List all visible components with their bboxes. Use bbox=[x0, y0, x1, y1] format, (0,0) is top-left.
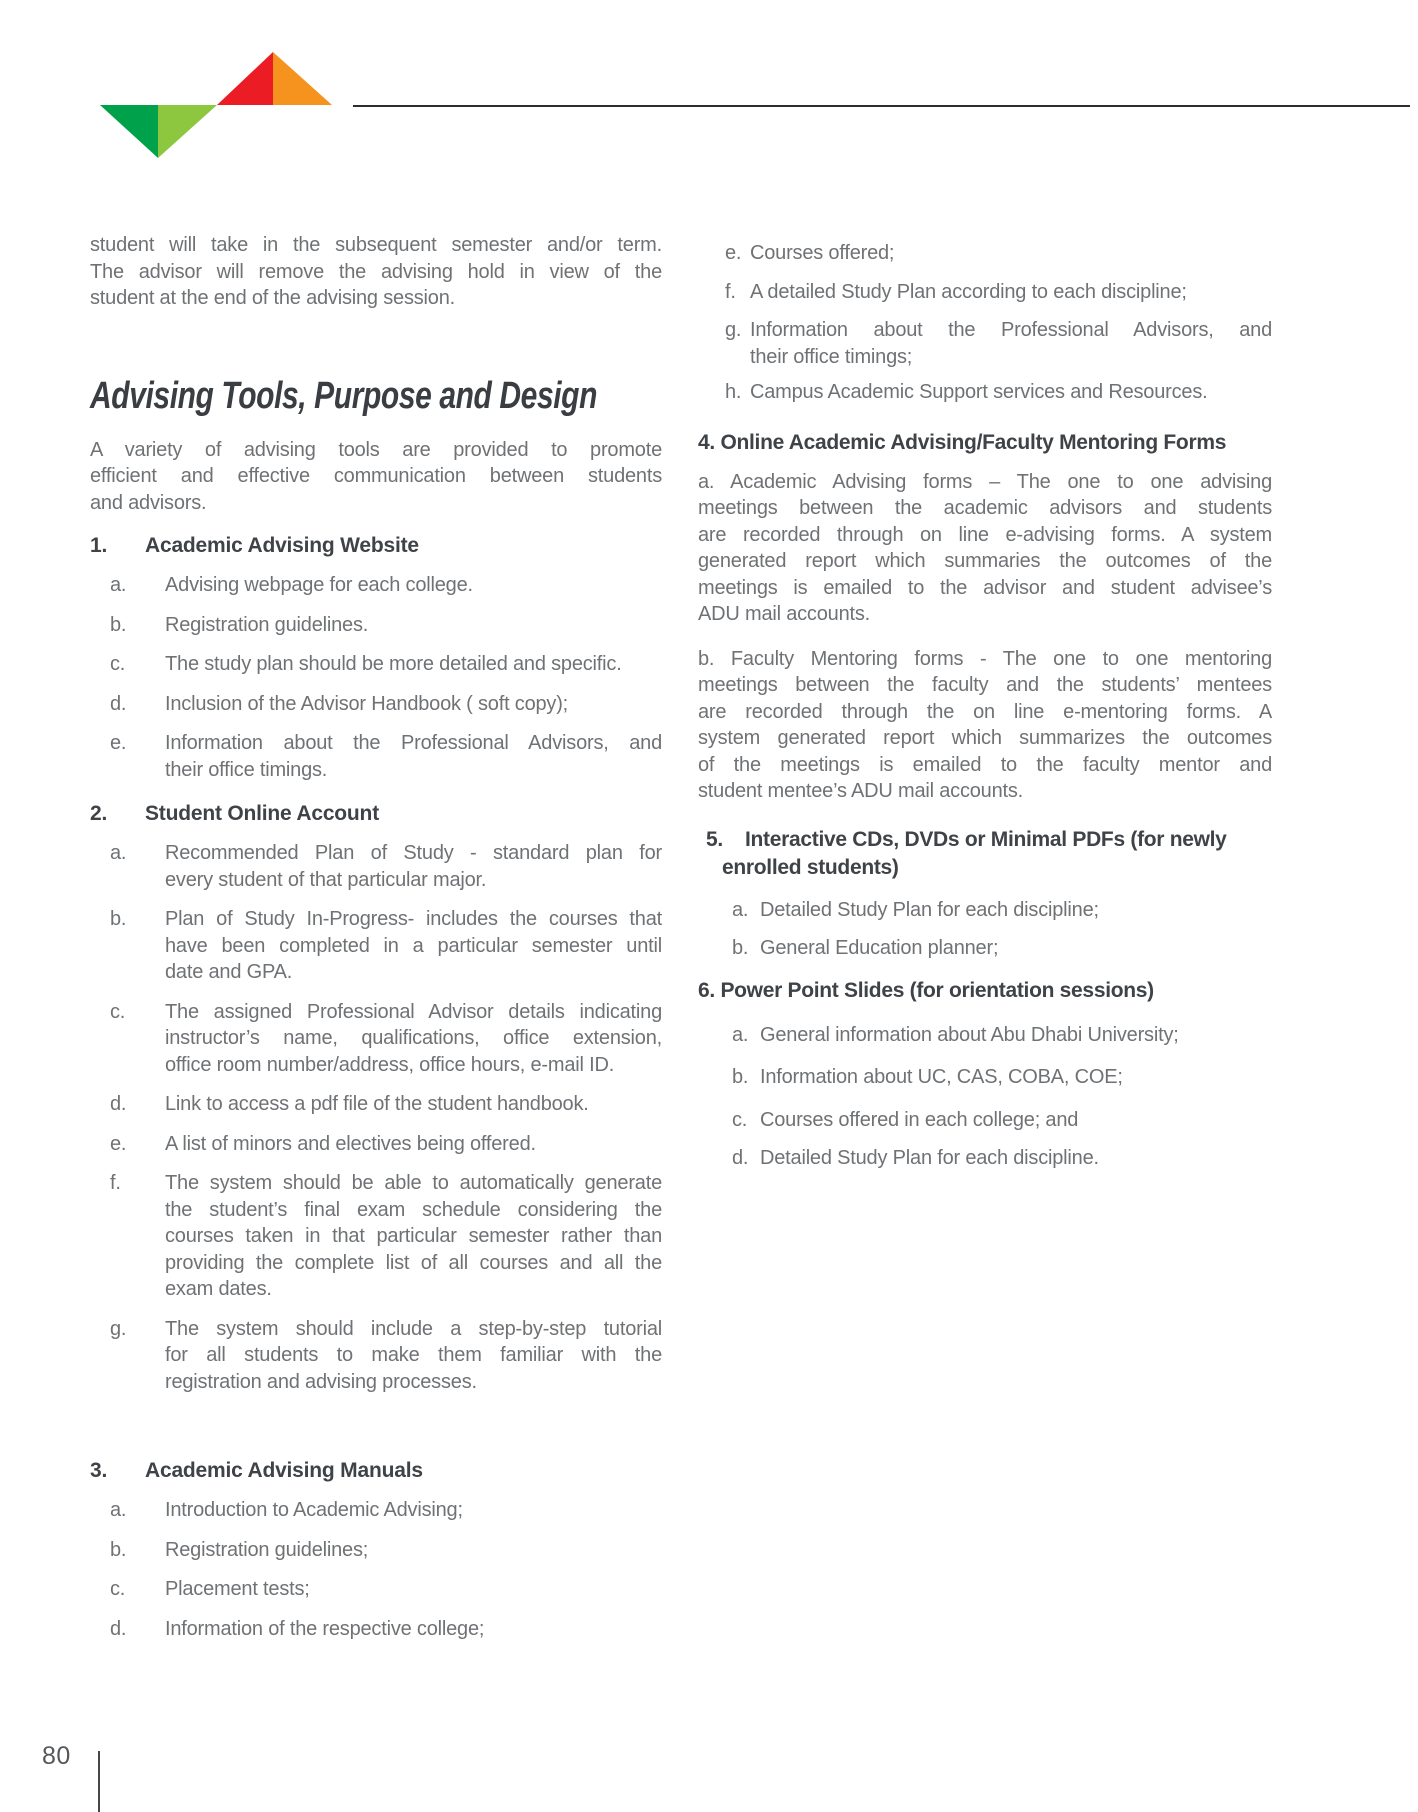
text-line: their office timings. bbox=[165, 758, 328, 781]
item-text bbox=[750, 317, 1272, 370]
text-line: efficient and effective communication between students bbox=[90, 465, 662, 487]
list-item bbox=[90, 999, 662, 1079]
text-line: a. Academic Advising forms – The one to one advising bbox=[698, 470, 1272, 493]
item-marker: a. bbox=[110, 574, 127, 596]
item-marker: d. bbox=[110, 692, 127, 715]
text-line: The system should include a step-by-step tutorial bbox=[165, 1317, 662, 1340]
text-line: their office timings; bbox=[750, 345, 913, 368]
list-item bbox=[698, 1107, 1272, 1134]
item-text: General information about Abu Dhabi University; bbox=[760, 1023, 1179, 1046]
list-item bbox=[90, 1131, 662, 1158]
item-text: Campus Academic Support services and Resources. bbox=[750, 381, 1208, 403]
section-number: 3. bbox=[90, 1459, 108, 1482]
text-line: Information about the Professional Advisors, and bbox=[750, 319, 1272, 341]
item-text: Courses offered in each college; and bbox=[760, 1108, 1079, 1131]
text-line: Information about the Professional Advisors, and bbox=[165, 732, 662, 754]
item-text: General Education planner; bbox=[760, 937, 999, 959]
item-text bbox=[165, 730, 662, 783]
list-item bbox=[90, 1316, 662, 1396]
item-text: Introduction to Academic Advising; bbox=[165, 1499, 463, 1521]
item-marker: a. bbox=[110, 1499, 127, 1521]
item-marker: b. bbox=[110, 613, 127, 636]
list-item bbox=[90, 691, 662, 718]
item-text: Information of the respective college; bbox=[165, 1617, 485, 1640]
item-text bbox=[165, 840, 662, 893]
item-text: Link to access a pdf file of the student handbook. bbox=[165, 1093, 589, 1115]
item-marker: d. bbox=[732, 1147, 749, 1169]
item-text: Courses offered; bbox=[750, 242, 895, 264]
item-marker: a. bbox=[110, 842, 127, 864]
item-marker: e. bbox=[110, 732, 127, 754]
section-4-paragraph-a bbox=[698, 469, 1272, 628]
section-title: Academic Advising Website bbox=[145, 534, 419, 557]
text-line: instructor’s name, qualifications, office extension, bbox=[165, 1027, 662, 1049]
section-6-heading: 6. Power Point Slides (for orientation sessions) bbox=[698, 978, 1154, 1002]
list-item bbox=[90, 612, 662, 639]
list-item bbox=[90, 1537, 662, 1564]
item-text: Information about UC, CAS, COBA, COE; bbox=[760, 1066, 1123, 1088]
list-item bbox=[698, 279, 1272, 306]
item-marker: a. bbox=[732, 1023, 749, 1046]
text-line: student mentee’s ADU mail accounts. bbox=[698, 780, 1024, 802]
left-column bbox=[90, 0, 662, 1642]
section-1-heading bbox=[90, 532, 662, 559]
text-line: of the meetings is emailed to the faculty mentor and bbox=[698, 753, 1272, 776]
text-line: meetings is emailed to the advisor and student advisee’s bbox=[698, 576, 1272, 599]
item-marker: e. bbox=[110, 1132, 127, 1155]
item-marker: d. bbox=[110, 1093, 127, 1115]
text-line: ADU mail accounts. bbox=[698, 603, 871, 625]
text-line: generated report which summaries the outcomes of the bbox=[698, 550, 1272, 572]
item-text: Detailed Study Plan for each discipline. bbox=[760, 1147, 1099, 1169]
item-marker: f. bbox=[110, 1172, 121, 1194]
list-item bbox=[90, 730, 662, 783]
text-line: the student’s final exam schedule considering the bbox=[165, 1198, 662, 1221]
list-item bbox=[698, 897, 1272, 924]
item-text: Advising webpage for each college. bbox=[165, 574, 473, 596]
section-4-heading: 4. Online Academic Advising/Faculty Mentoring Forms bbox=[698, 430, 1227, 454]
list-item bbox=[90, 1497, 662, 1524]
text-line: courses taken in that particular semester rather than bbox=[165, 1225, 662, 1247]
item-text: A list of minors and electives being offered. bbox=[165, 1132, 536, 1155]
list-item bbox=[698, 317, 1272, 370]
text-line: are recorded through the on line e-mentoring forms. A bbox=[698, 700, 1272, 723]
text-line: for all students to make them familiar with the bbox=[165, 1344, 662, 1366]
item-marker: b. bbox=[110, 1538, 127, 1561]
list-item bbox=[90, 840, 662, 893]
section-intro-paragraph bbox=[90, 437, 662, 517]
page-title: Advising Tools, Purpose and Design bbox=[90, 374, 598, 417]
text-line: b. Faculty Mentoring forms - The one to one mentoring bbox=[698, 647, 1272, 670]
list-item bbox=[90, 1576, 662, 1603]
list-item bbox=[698, 240, 1272, 267]
list-item bbox=[698, 1064, 1272, 1091]
list-item bbox=[90, 1091, 662, 1118]
item-marker: d. bbox=[110, 1617, 127, 1640]
item-marker: c. bbox=[110, 1578, 126, 1600]
item-marker: e. bbox=[725, 242, 742, 264]
section-title-line: enrolled students) bbox=[722, 855, 899, 879]
text-line: A variety of advising tools are provided to promote bbox=[90, 438, 662, 461]
item-marker: b. bbox=[110, 908, 127, 930]
text-line: Plan of Study In-Progress- includes the courses that bbox=[165, 908, 662, 930]
item-marker: h. bbox=[725, 381, 742, 403]
section-5-heading bbox=[698, 826, 1272, 882]
text-line: student will take in the subsequent semester and/or term. bbox=[90, 234, 662, 256]
section-3-heading bbox=[90, 1457, 662, 1484]
list-item bbox=[698, 1022, 1272, 1049]
list-item bbox=[698, 1145, 1272, 1172]
text-line: office room number/address, office hours, e-mail ID. bbox=[165, 1053, 615, 1076]
item-marker: c. bbox=[110, 653, 126, 675]
text-line: exam dates. bbox=[165, 1278, 272, 1300]
text-line: providing the complete list of all courses and all the bbox=[165, 1251, 662, 1274]
list-item bbox=[698, 379, 1272, 406]
text-line: meetings between the faculty and the students’ mentees bbox=[698, 674, 1272, 696]
list-item bbox=[90, 1170, 662, 1303]
item-text: Registration guidelines; bbox=[165, 1538, 369, 1561]
intro-paragraph bbox=[90, 232, 662, 312]
item-marker: a. bbox=[732, 898, 749, 921]
list-item bbox=[90, 906, 662, 986]
item-text bbox=[165, 906, 662, 986]
item-text: Detailed Study Plan for each discipline; bbox=[760, 898, 1099, 921]
text-line: registration and advising processes. bbox=[165, 1370, 477, 1393]
text-line: Recommended Plan of Study - standard plan for bbox=[165, 842, 662, 864]
section-title-line: Interactive CDs, DVDs or Minimal PDFs (for newly bbox=[745, 827, 1227, 851]
text-line: have been completed in a particular semester until bbox=[165, 934, 662, 957]
section-2-heading bbox=[90, 800, 662, 827]
list-item bbox=[90, 572, 662, 599]
item-marker: b. bbox=[732, 937, 749, 959]
text-line: date and GPA. bbox=[165, 961, 293, 983]
item-marker: f. bbox=[725, 280, 736, 303]
text-line: meetings between the academic advisors and students bbox=[698, 497, 1272, 519]
list-item bbox=[90, 1616, 662, 1643]
item-marker: g. bbox=[725, 319, 742, 341]
right-column bbox=[698, 0, 1272, 1172]
item-text: Placement tests; bbox=[165, 1578, 310, 1600]
item-text bbox=[165, 1170, 662, 1303]
page-number: 80 bbox=[42, 1742, 71, 1770]
footer-divider-line bbox=[98, 1751, 100, 1812]
text-line: student at the end of the advising session. bbox=[90, 287, 455, 309]
item-text: Registration guidelines. bbox=[165, 613, 369, 636]
list-item bbox=[698, 935, 1272, 962]
item-text: A detailed Study Plan according to each discipline; bbox=[750, 280, 1187, 303]
item-text: The study plan should be more detailed and specific. bbox=[165, 653, 622, 675]
text-line: The system should be able to automatically generate bbox=[165, 1172, 662, 1194]
section-number: 1. bbox=[90, 534, 108, 557]
text-line: system generated report which summarizes the outcomes bbox=[698, 727, 1272, 749]
item-marker: g. bbox=[110, 1317, 127, 1340]
section-4-paragraph-b bbox=[698, 646, 1272, 805]
text-line: The advisor will remove the advising hold in view of the bbox=[90, 260, 662, 283]
item-text: Inclusion of the Advisor Handbook ( soft copy); bbox=[165, 692, 569, 715]
section-title: Student Online Account bbox=[145, 802, 379, 825]
item-marker: b. bbox=[732, 1066, 749, 1088]
item-marker: c. bbox=[110, 1000, 126, 1023]
item-text bbox=[165, 1316, 662, 1396]
section-title: Academic Advising Manuals bbox=[145, 1459, 423, 1482]
text-line: and advisors. bbox=[90, 491, 207, 514]
text-line: every student of that particular major. bbox=[165, 868, 487, 891]
item-marker: c. bbox=[732, 1108, 748, 1131]
section-number: 2. bbox=[90, 802, 108, 825]
section-number: 5. bbox=[706, 827, 723, 851]
text-line: are recorded through on line e-advising forms. A system bbox=[698, 523, 1272, 546]
list-item bbox=[90, 651, 662, 678]
item-text bbox=[165, 999, 662, 1079]
text-line: The assigned Professional Advisor details indicating bbox=[165, 1000, 662, 1023]
